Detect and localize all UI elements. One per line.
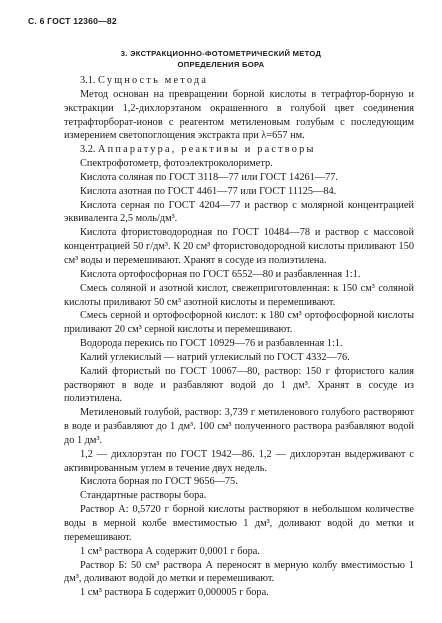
paragraph-phosphoric-acid: Кислота ортофосфорная по ГОСТ 6552—80 и разбавленная 1:1. <box>80 268 361 280</box>
clause-3-1-heading <box>64 74 414 88</box>
section-title-line-1: 3. ЭКСТРАКЦИОННО-ФОТОМЕТРИЧЕСКИЙ МЕТОД <box>120 49 322 58</box>
paragraph-potassium-fluoride: Калий фтористый по ГОСТ 10067—80, раствор: 150 г фтористого калия растворяют в воде и разбавляют водой до 1 дм³. Хранят в сосуде из полиэтилена. <box>64 365 414 405</box>
section-title-line-2: ОПРЕДЕЛЕНИЯ БОРА <box>177 60 265 69</box>
paragraph-dichloroethane: 1,2 — дихлорэтан по ГОСТ 1942—86. 1,2 — дихлорэтан выдерживают с активированным углем в течение двух недель. <box>64 448 414 474</box>
paragraph-hydrogen-peroxide: Водорода перекись по ГОСТ 10929—76 и разбавленная 1:1. <box>80 338 343 350</box>
running-head: С. 6 ГОСТ 12360—82 <box>28 16 117 26</box>
clause-number: 3.1. <box>80 75 96 86</box>
paragraph-solution-a: Раствор А: 0,5720 г борной кислоты растворяют в небольшом количестве воды в мерной колбе вместимостью 1 дм³, доливают водой до метки и перемешивают. <box>64 504 414 543</box>
paragraph-acid-mixture-1: Смесь соляной и азотной кислот, свежеприготовленная: к 150 см³ соляной кислоты приливают 50 см³ азотной кислоты и перемешивают. <box>64 282 414 308</box>
paragraph-potassium-carbonate: Калий углекислый — натрий углекислый по ГОСТ 4332—76. <box>80 351 350 363</box>
paragraph-solution-b-content: 1 см³ раствора Б содержит 0,000005 г бора. <box>80 587 269 599</box>
body-text <box>64 74 414 600</box>
paragraph-standard-solutions: Стандартные растворы бора. <box>80 490 207 502</box>
paragraph-solution-b: Раствор Б: 50 см³ раствора А переносят в мерную колбу вместимостью 1 дм³, доливают водой до метки и перемешивают. <box>64 559 414 585</box>
clause-title: Сущность метода <box>98 75 209 86</box>
clause-title: Аппаратура, реактивы и растворы <box>98 144 316 156</box>
paragraph-method: Метод основан на превращении борной кислоты в тетрафтор-борную и экстракции 1,2-дихлорэтаном окрашенного в голубой цвет соединения тетрафторборат-ионов с реагентом метиленовым голубым с последующим измерением светопоглощения экстракта при λ=657 нм. <box>64 88 414 142</box>
paragraph-spectrophotometer: Спектрофотометр, фотоэлектроколориметр. <box>80 158 273 170</box>
paragraph-methylene-blue: Метиленовый голубой, раствор: 3,739 г метиленового голубого растворяют в воде и разбавляют до 1 дм³. 100 см³ полученного раствора разбавляют водой до 1 дм³. <box>64 407 414 446</box>
clause-number: 3.2. <box>80 144 96 156</box>
paragraph-hydrochloric-acid: Кислота соляная по ГОСТ 3118—77 или ГОСТ 14261—77. <box>80 171 338 183</box>
clause-3-2-heading <box>64 143 414 157</box>
paragraph-hydrofluoric-acid: Кислота фтористоводородная по ГОСТ 10484—78 и раствор с массовой концентрацией 50 г/дм³. К 20 см³ фтористоводородной кислоты приливают 150 см³ воды и перемешивают. Хранят в сосуде из полиэтилена. <box>64 227 414 266</box>
section-title <box>0 48 442 70</box>
paragraph-sulfuric-acid: Кислота серная по ГОСТ 4204—77 и раствор с молярной концентрацией эквивалента 2,5 моль/дм³. <box>64 199 414 225</box>
paragraph-acid-mixture-2: Смесь серной и ортофосфорной кислот: к 180 см³ ортофосфорной кислоты приливают 20 см³ серной кислоты и перемешивают. <box>64 310 414 336</box>
paragraph-boric-acid: Кислота борная по ГОСТ 9656—75. <box>80 476 238 488</box>
paragraph-solution-a-content: 1 см³ раствора А содержит 0,0001 г бора. <box>80 545 260 557</box>
paragraph-nitric-acid: Кислота азотная по ГОСТ 4461—77 или ГОСТ 11125—84. <box>80 185 337 197</box>
